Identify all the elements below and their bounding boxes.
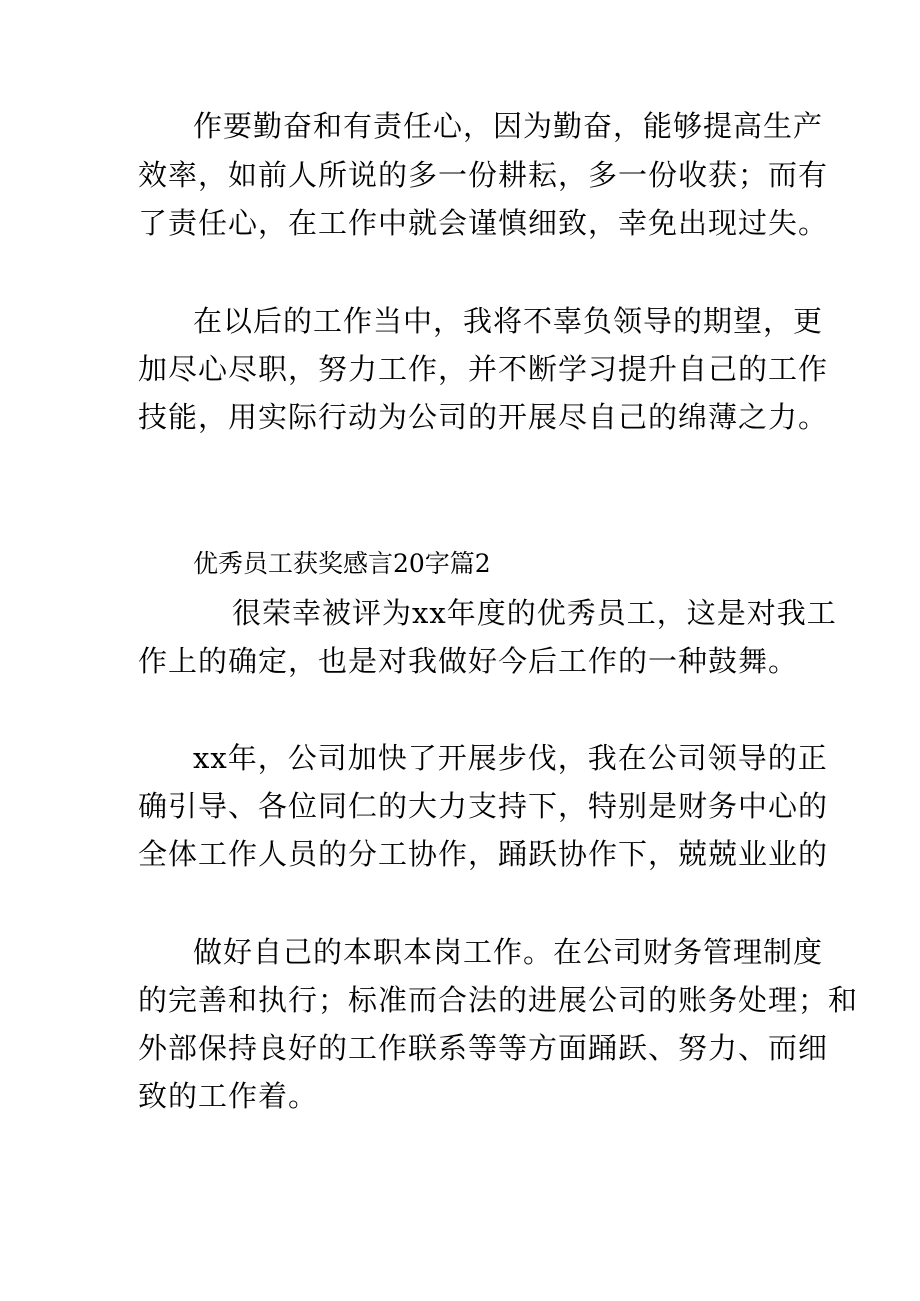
paragraph-4-line-1: xx年，公司加快了开展步伐，我在公司领导的正 — [193, 741, 828, 775]
paragraph-3-line-2: 作上的确定，也是对我做好今后工作的一种鼓舞。 — [138, 644, 799, 678]
paragraph-2-line-1: 在以后的工作当中，我将不辜负领导的期望，更 — [193, 304, 824, 338]
paragraph-5-line-2: 的完善和执行；标准而合法的进展公司的账务处理；和 — [138, 983, 859, 1017]
paragraph-5-line-1: 做好自己的本职本岗工作。在公司财务管理制度 — [193, 935, 824, 969]
paragraph-5-line-4: 致的工作着。 — [138, 1079, 319, 1113]
paragraph-1-line-2: 效率，如前人所说的多一份耕耘，多一份收获；而有 — [138, 158, 829, 192]
paragraph-3-line-1: 很荣幸被评为xx年度的优秀员工，这是对我工 — [232, 596, 837, 630]
section-heading: 优秀员工获奖感言20字篇2 — [193, 549, 491, 578]
paragraph-4-line-3: 全体工作人员的分工协作，踊跃协作下，兢兢业业的 — [138, 837, 829, 871]
paragraph-2-line-3: 技能，用实际行动为公司的开展尽自己的绵薄之力。 — [138, 400, 829, 434]
paragraph-4-line-2: 确引导、各位同仁的大力支持下，特别是财务中心的 — [138, 789, 829, 823]
paragraph-1-line-3: 了责任心，在工作中就会谨慎细致，幸免出现过失。 — [138, 206, 829, 240]
paragraph-1-line-1: 作要勤奋和有责任心，因为勤奋，能够提高生产 — [193, 109, 824, 143]
paragraph-5-line-3: 外部保持良好的工作联系等等方面踊跃、努力、而细 — [138, 1031, 829, 1065]
paragraph-2-line-2: 加尽心尽职，努力工作，并不断学习提升自己的工作 — [138, 352, 829, 386]
